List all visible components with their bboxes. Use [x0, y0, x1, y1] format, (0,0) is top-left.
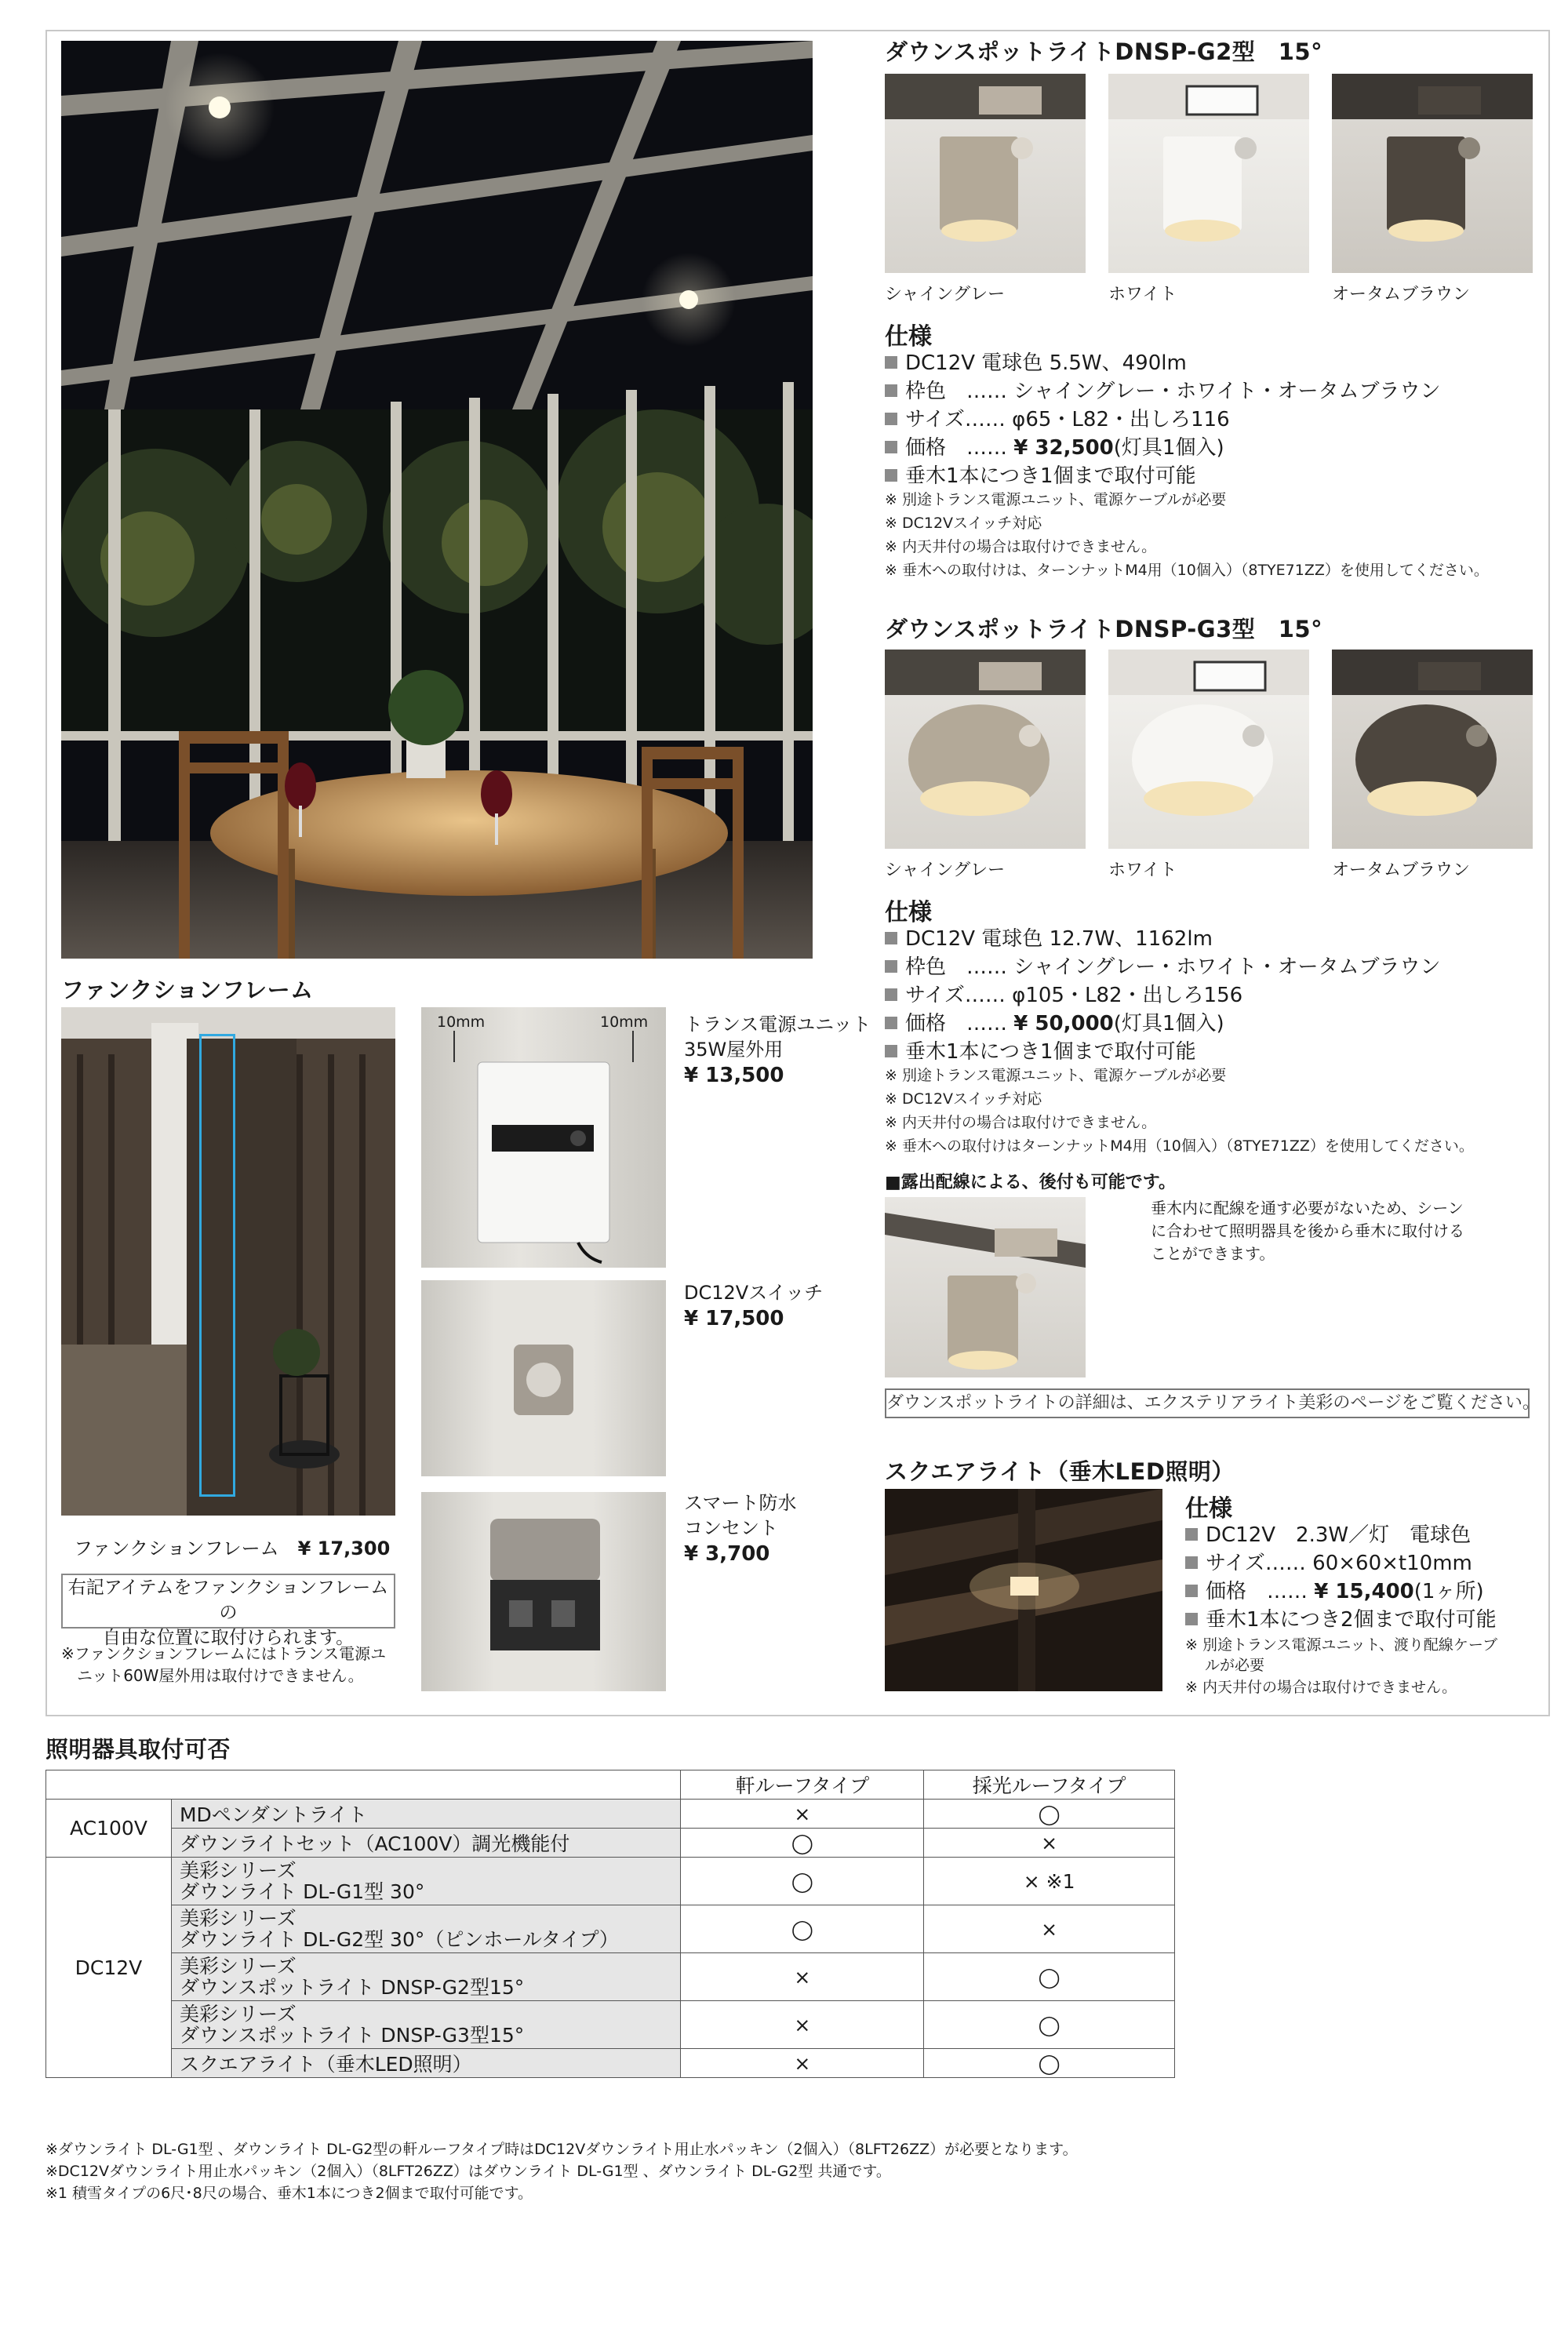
table-group-label: DC12V [46, 1858, 172, 2078]
table-row [46, 1800, 1175, 1829]
square-price-line: 価格 …… ¥ 15,400(1ヶ所) [1185, 1575, 1484, 1604]
table-footnotes [45, 2138, 1078, 2204]
table-row [46, 2001, 1175, 2049]
square-note: ルが必要 [1185, 1657, 1265, 1674]
spot-g3-spec-line: 垂木1本につき1個まで取付可能 [885, 1035, 1196, 1064]
table-item-name: 美彩シリーズ ダウンライト DL-G2型 30°（ピンホールタイプ） [171, 1905, 681, 1953]
wall-switch-icon [421, 1280, 666, 1476]
table-cell: × [924, 1829, 1175, 1858]
spotlight-white-icon [1108, 650, 1309, 849]
square-spec-line: サイズ…… 60×60×t10mm [1185, 1547, 1472, 1576]
spot-g2-spec-line: 枠色 …… シャイングレー・ホワイト・オータムブラウン [885, 375, 1440, 404]
spot-g2-price: ¥ 32,500 [1013, 436, 1114, 460]
spot-g2-photo-autumn-brown [1332, 74, 1533, 273]
table-group-label: AC100V [46, 1800, 172, 1858]
rafter-led-icon [885, 1489, 1162, 1691]
spotlight-gray-icon [885, 650, 1086, 849]
spot-g2-spec-line: サイズ…… φ65・L82・出しろ116 [885, 403, 1230, 432]
exposed-wiring-description: 垂木内に配線を通す必要がないため、シーン に合わせて照明器具を後から垂木に取付ける ことができます。 [1151, 1199, 1464, 1263]
transformer-unit-photo [421, 1007, 666, 1268]
spot-g3-price: ¥ 50,000 [1013, 1012, 1114, 1035]
spotlight-rafter-icon [885, 1197, 1086, 1377]
spotlight-white-icon [1108, 74, 1309, 273]
spot-g2-title: ダウンスポットライトDNSP-G2型 15° [885, 38, 1323, 65]
spot-g3-photo-autumn-brown [1332, 650, 1533, 849]
table-cell: ◯ [924, 1800, 1175, 1829]
table-footnote: ※1 積雪タイプの6尺･8尺の場合、垂木1本につき2個まで取付可能です。 [45, 2185, 533, 2202]
spot-g2-color-label: オータムブラウン [1332, 285, 1471, 304]
table-header-empty [46, 1770, 681, 1800]
transformer-price: ¥ 13,500 [684, 1064, 784, 1087]
spot-g3-photo-shine-gray [885, 650, 1086, 849]
spot-g3-spec-heading: 仕様 [885, 899, 932, 926]
square-spec-line: DC12V 2.3W／灯 電球色 [1185, 1519, 1471, 1548]
square-spec-line: 垂木1本につき2個まで取付可能 [1185, 1603, 1497, 1632]
transformer-left-margin: 10mm [437, 1014, 486, 1031]
spot-g2-spec-heading: 仕様 [885, 323, 932, 351]
spot-g3-price-line: 価格 …… ¥ 50,000(灯具1個入) [885, 1007, 1224, 1036]
spot-g2-photo-white [1108, 74, 1309, 273]
function-frame-photo [61, 1007, 395, 1516]
spot-g2-note: ※ 内天井付の場合は取付けできません。 [885, 538, 1157, 555]
spotlight-details-link-box[interactable]: ダウンスポットライトの詳細は、エクステリアライト美彩のページをご覧ください。 [885, 1388, 1530, 1418]
switch-label: DC12Vスイッチ [684, 1282, 824, 1304]
spot-g3-spec-line: 枠色 …… シャイングレー・ホワイト・オータムブラウン [885, 951, 1440, 980]
function-frame-highlight [199, 1034, 235, 1497]
spot-g2-photo-shine-gray [885, 74, 1086, 273]
table-footnote: ※ダウンライト DL-G1型 、ダウンライト DL-G2型の軒ルーフタイプ時はDC12Vダウンライト用止水パッキン（2個入）（8LFT26ZZ）が必要となります。 [45, 2141, 1078, 2158]
spot-g3-note: ※ 別途トランス電源ユニット、電源ケーブルが必要 [885, 1067, 1227, 1084]
spot-g2-spec-line: DC12V 電球色 5.5W、490lm [885, 347, 1187, 376]
transformer-right-margin: 10mm [600, 1014, 649, 1031]
table-cell: × [924, 1905, 1175, 1953]
compat-table-title: 照明器具取付可否 [45, 1736, 231, 1763]
spot-g3-photo-white [1108, 650, 1309, 849]
compatibility-table [45, 1770, 1175, 2078]
table-row [46, 1905, 1175, 1953]
table-cell: ◯ [681, 1829, 924, 1858]
square-note: ※ 内天井付の場合は取付けできません。 [1185, 1679, 1457, 1696]
square-light-photo [885, 1489, 1162, 1691]
waterproof-outlet-icon [421, 1492, 666, 1691]
outlet-price: ¥ 3,700 [684, 1542, 770, 1566]
spotlight-brown-icon [1332, 74, 1533, 273]
outlet-label: スマート防水 コンセント [684, 1492, 797, 1539]
spot-g2-price-line: 価格 …… ¥ 32,500(灯具1個入) [885, 431, 1224, 460]
spot-g3-note: ※ 垂木への取付けはターンナットM4用（10個入）（8TYE71ZZ）を使用してください。 [885, 1137, 1474, 1155]
square-note: ※ 別途トランス電源ユニット、渡り配線ケーブ [1185, 1636, 1497, 1654]
spot-g3-title: ダウンスポットライトDNSP-G3型 15° [885, 616, 1323, 642]
table-row [46, 1858, 1175, 1905]
table-row [46, 2049, 1175, 2078]
function-frame-note: ※ファンクションフレームにはトランス電源ユ ニット60W屋外用は取付けできません。 [61, 1644, 387, 1685]
table-item-name: 美彩シリーズ ダウンライト DL-G1型 30° [171, 1858, 681, 1905]
hero-night-photo [61, 41, 813, 959]
table-cell: ◯ [681, 1858, 924, 1905]
table-item-name: 美彩シリーズ ダウンスポットライト DNSP-G2型15° [171, 1953, 681, 2001]
table-row [46, 1953, 1175, 2001]
spot-g2-note: ※ 垂木への取付けは、ターンナットM4用（10個入）（8TYE71ZZ）を使用してください。 [885, 562, 1489, 579]
smart-outlet-photo [421, 1492, 666, 1691]
table-cell: ◯ [924, 1953, 1175, 2001]
spot-g3-note: ※ DC12Vスイッチ対応 [885, 1090, 1042, 1108]
table-item-name: MDペンダントライト [171, 1800, 681, 1829]
transformer-label: トランス電源ユニット 35W屋外用 [684, 1014, 871, 1061]
table-header-lighting: 採光ルーフタイプ [924, 1770, 1175, 1800]
exposed-wiring-heading: ■露出配線による、後付も可能です。 [885, 1173, 1177, 1192]
spot-g2-color-label: シャイングレー [885, 285, 1006, 304]
table-footnote: ※DC12Vダウンライト用止水パッキン（2個入）（8LFT26ZZ）はダウンライト DL-G1型 、ダウンライト DL-G2型 共通です。 [45, 2163, 891, 2180]
spot-g3-spec-line: サイズ…… φ105・L82・出しろ156 [885, 979, 1242, 1008]
square-price: ¥ 15,400 [1314, 1580, 1414, 1603]
function-frame-title: ファンクションフレーム [61, 977, 314, 1003]
table-item-name: スクエアライト（垂木LED照明） [171, 2049, 681, 2078]
table-cell: × [681, 2049, 924, 2078]
spotlight-gray-icon [885, 74, 1086, 273]
square-light-title: スクエアライト（垂木LED照明） [885, 1458, 1235, 1485]
table-cell: × [681, 1800, 924, 1829]
spot-g2-note: ※ DC12Vスイッチ対応 [885, 515, 1042, 532]
transformer-box-icon [421, 1007, 666, 1268]
spot-g3-spec-line: DC12V 電球色 12.7W、1162lm [885, 923, 1213, 952]
table-cell: × [681, 1953, 924, 2001]
function-frame-caption: ファンクションフレーム ¥ 17,300 [74, 1538, 391, 1559]
square-spec-heading: 仕様 [1185, 1495, 1232, 1523]
table-item-name: ダウンライトセット（AC100V）調光機能付 [171, 1829, 681, 1858]
table-cell: × [681, 2001, 924, 2049]
function-frame-info-box: 右記アイテムをファンクションフレームの 自由な位置に取付けられます。 [61, 1574, 395, 1629]
spot-g3-color-label: シャイングレー [885, 861, 1006, 880]
exposed-wiring-photo [885, 1197, 1086, 1377]
spot-g2-spec-line: 垂木1本につき1個まで取付可能 [885, 460, 1196, 489]
function-frame-price: ¥ 17,300 [297, 1538, 391, 1559]
table-row [46, 1829, 1175, 1858]
spot-g3-note: ※ 内天井付の場合は取付けできません。 [885, 1114, 1157, 1131]
table-item-name: 美彩シリーズ ダウンスポットライト DNSP-G3型15° [171, 2001, 681, 2049]
table-header-row [46, 1770, 1175, 1800]
dc12v-switch-photo [421, 1280, 666, 1476]
spot-g3-color-label: オータムブラウン [1332, 861, 1471, 880]
spotlight-brown-icon [1332, 650, 1533, 849]
table-cell: ◯ [924, 2001, 1175, 2049]
spot-g2-note: ※ 別途トランス電源ユニット、電源ケーブルが必要 [885, 491, 1227, 508]
table-cell: ◯ [681, 1905, 924, 1953]
table-cell: ◯ [924, 2049, 1175, 2078]
table-cell: × ※1 [924, 1858, 1175, 1905]
spot-g2-color-label: ホワイト [1108, 285, 1177, 304]
garden-room-night-illustration [61, 41, 813, 959]
switch-price: ¥ 17,500 [684, 1307, 784, 1330]
spot-g3-color-label: ホワイト [1108, 861, 1177, 880]
table-header-eaves: 軒ルーフタイプ [681, 1770, 924, 1800]
